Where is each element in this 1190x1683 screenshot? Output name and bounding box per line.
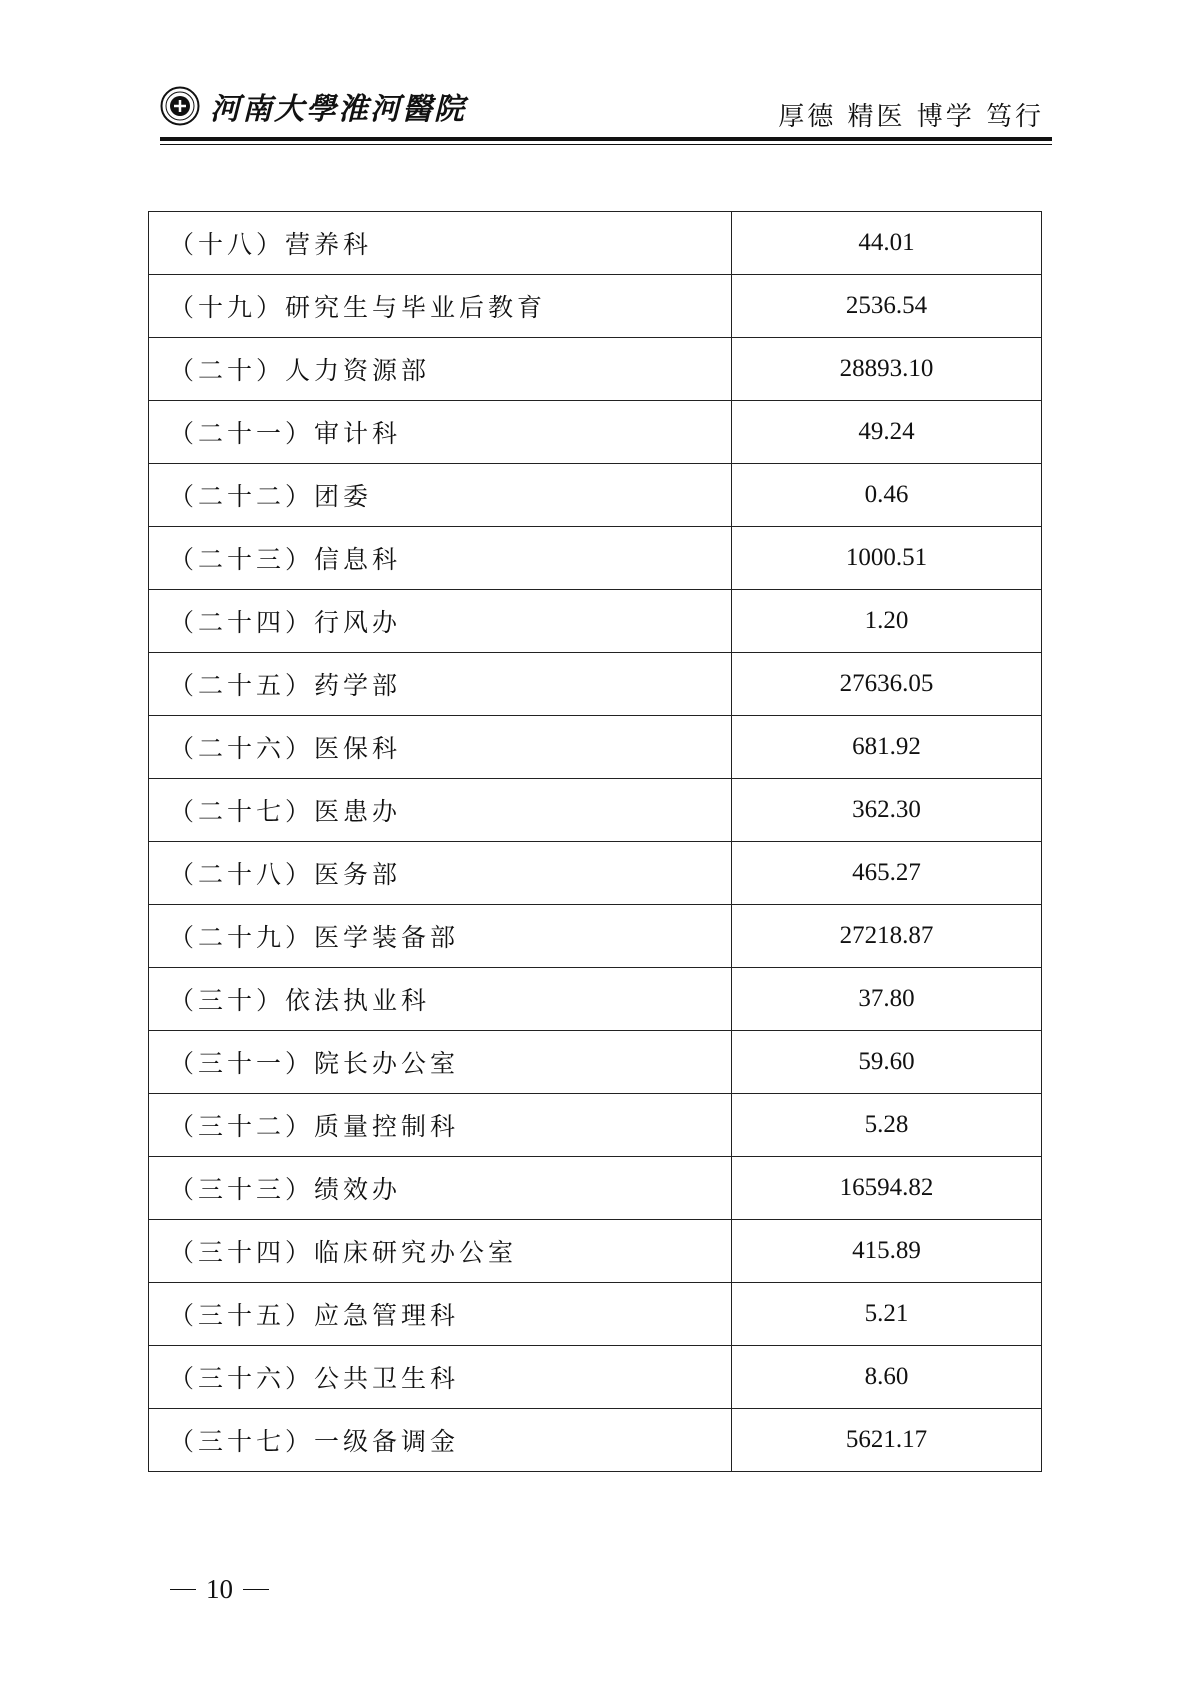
table-row	[149, 590, 1042, 653]
table-row	[149, 1157, 1042, 1220]
table-row	[149, 842, 1042, 905]
department-name-cell: （二十七）医患办	[149, 779, 732, 842]
hospital-name: 河南大學淮河醫院	[210, 92, 466, 127]
header-rule-thin	[160, 144, 1052, 145]
department-name-cell: （二十二）团委	[149, 464, 732, 527]
hospital-seal-icon	[160, 86, 200, 126]
table-row	[149, 1346, 1042, 1409]
department-name-cell: （三十五）应急管理科	[149, 1283, 732, 1346]
department-name-cell: （三十六）公共卫生科	[149, 1346, 732, 1409]
department-name-cell: （三十三）绩效办	[149, 1157, 732, 1220]
department-name-cell: （二十八）医务部	[149, 842, 732, 905]
table-row	[149, 1220, 1042, 1283]
page-header	[160, 78, 1052, 146]
department-name-cell: （二十六）医保科	[149, 716, 732, 779]
amount-cell: 49.24	[732, 401, 1042, 464]
department-name-cell: （三十七）一级备调金	[149, 1409, 732, 1472]
amount-cell: 5.28	[732, 1094, 1042, 1157]
table-row	[149, 527, 1042, 590]
table-row	[149, 716, 1042, 779]
amount-cell: 59.60	[732, 1031, 1042, 1094]
table-row	[149, 275, 1042, 338]
department-name-cell: （三十）依法执业科	[149, 968, 732, 1031]
table-row	[149, 653, 1042, 716]
table-row	[149, 968, 1042, 1031]
table-row	[149, 1283, 1042, 1346]
department-name-cell: （二十五）药学部	[149, 653, 732, 716]
table-row	[149, 464, 1042, 527]
department-budget-table	[148, 211, 1042, 1472]
hospital-logo	[160, 84, 466, 128]
department-name-cell: （二十三）信息科	[149, 527, 732, 590]
department-name-cell: （十九）研究生与毕业后教育	[149, 275, 732, 338]
header-rule-thick	[160, 137, 1052, 141]
amount-cell: 37.80	[732, 968, 1042, 1031]
table-row	[149, 1031, 1042, 1094]
table-row	[149, 212, 1042, 275]
amount-cell: 362.30	[732, 779, 1042, 842]
amount-cell: 8.60	[732, 1346, 1042, 1409]
amount-cell: 28893.10	[732, 338, 1042, 401]
page-number	[160, 1574, 279, 1605]
amount-cell: 415.89	[732, 1220, 1042, 1283]
department-name-cell: （十八）营养科	[149, 212, 732, 275]
hospital-motto: 厚德 精医 博学 笃行	[778, 102, 1044, 132]
amount-cell: 27636.05	[732, 653, 1042, 716]
table-row	[149, 338, 1042, 401]
department-name-cell: （三十一）院长办公室	[149, 1031, 732, 1094]
table-row	[149, 401, 1042, 464]
amount-cell: 1.20	[732, 590, 1042, 653]
department-name-cell: （二十四）行风办	[149, 590, 732, 653]
amount-cell: 5621.17	[732, 1409, 1042, 1472]
department-name-cell: （二十）人力资源部	[149, 338, 732, 401]
amount-cell: 2536.54	[732, 275, 1042, 338]
page-number-dash-left	[170, 1589, 196, 1591]
table-row	[149, 779, 1042, 842]
page-number-value: 10	[206, 1574, 233, 1604]
department-name-cell: （三十二）质量控制科	[149, 1094, 732, 1157]
table-row	[149, 905, 1042, 968]
amount-cell: 0.46	[732, 464, 1042, 527]
amount-cell: 681.92	[732, 716, 1042, 779]
amount-cell: 27218.87	[732, 905, 1042, 968]
amount-cell: 16594.82	[732, 1157, 1042, 1220]
department-name-cell: （二十九）医学装备部	[149, 905, 732, 968]
department-name-cell: （二十一）审计科	[149, 401, 732, 464]
table-row	[149, 1409, 1042, 1472]
amount-cell: 44.01	[732, 212, 1042, 275]
amount-cell: 1000.51	[732, 527, 1042, 590]
page-number-dash-right	[243, 1589, 269, 1591]
amount-cell: 5.21	[732, 1283, 1042, 1346]
department-name-cell: （三十四）临床研究办公室	[149, 1220, 732, 1283]
table-row	[149, 1094, 1042, 1157]
amount-cell: 465.27	[732, 842, 1042, 905]
